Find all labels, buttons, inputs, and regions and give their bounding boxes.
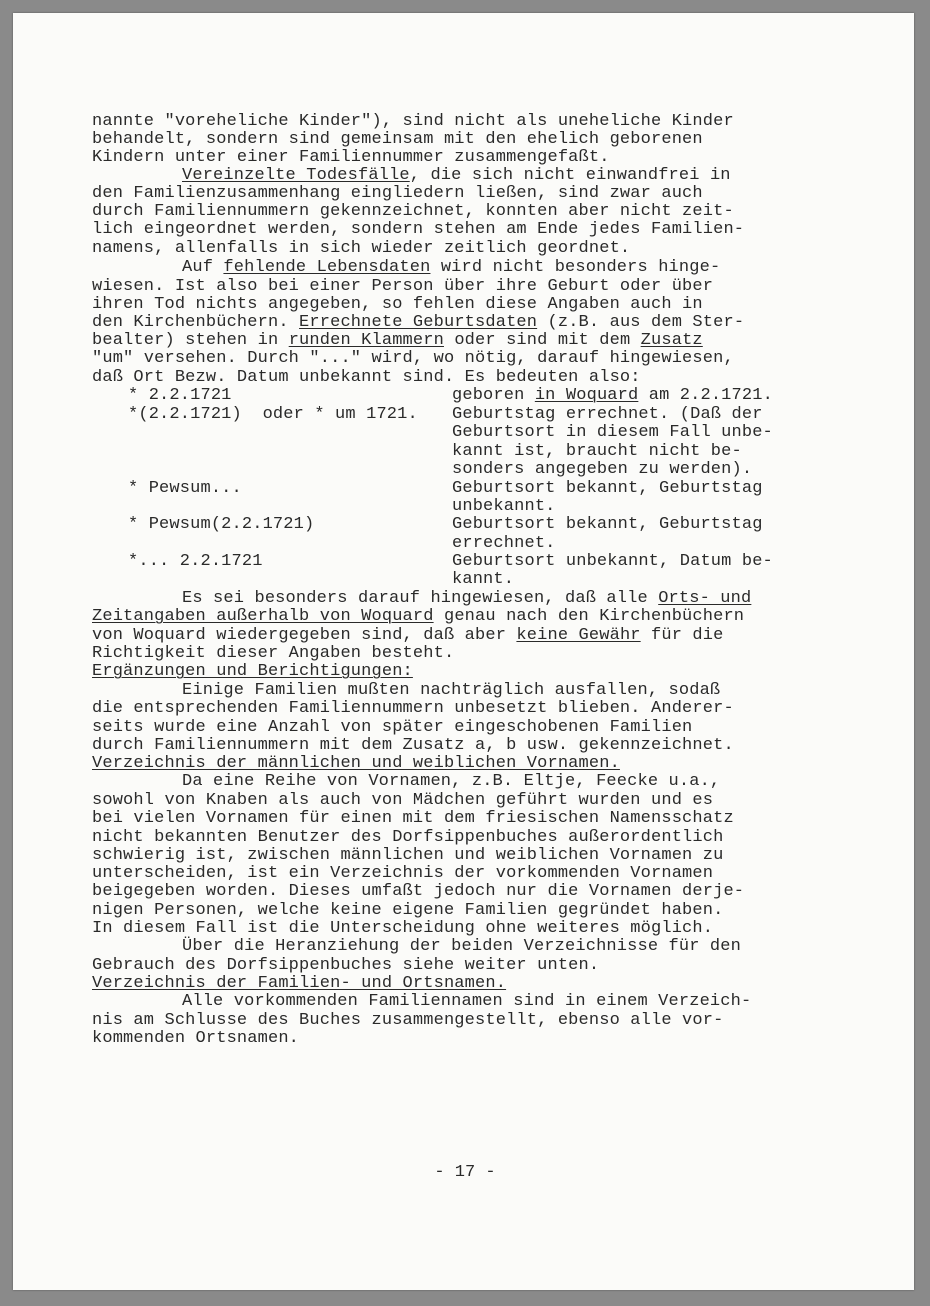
text-line <box>92 627 723 645</box>
text-line: Kindern unter einer Familiennummer zusammengefaßt. <box>92 148 610 167</box>
text-span: genau nach den Kirchenbüchern <box>433 607 745 626</box>
example-description: unbekannt. <box>452 497 556 516</box>
underlined-term: Zeitangaben außerhalb von Woquard <box>92 607 434 626</box>
text-span: geboren <box>452 386 535 405</box>
section-heading-ergaenzungen: Ergänzungen und Berichtigungen: <box>92 662 413 681</box>
example-description <box>452 387 773 405</box>
underlined-term: fehlende Lebensdaten <box>223 258 431 277</box>
text-line: namens, allenfalls in sich wieder zeitlich geordnet. <box>92 239 631 258</box>
text-line: nis am Schlusse des Buches zusammengestellt, ebenso alle vor- <box>92 1011 724 1030</box>
text-line: den Familienzusammenhang eingliedern ließen, sind zwar auch <box>92 184 703 203</box>
underlined-term: Zusatz <box>640 331 703 350</box>
text-line: die entsprechenden Familiennummern unbesetzt blieben. Anderer- <box>92 699 734 718</box>
text-line <box>92 332 703 350</box>
section-heading-familiennamen: Verzeichnis der Familien- und Ortsnamen. <box>92 974 507 993</box>
text-line: durch Familiennummern mit dem Zusatz a, b usw. gekennzeichnet. <box>92 736 734 755</box>
text-line: lich eingeordnet werden, sondern stehen am Ende jedes Familien- <box>92 220 745 239</box>
text-line: nicht bekannten Benutzer des Dorfsippenbuches außerordentlich <box>92 828 724 847</box>
example-description: errechnet. <box>452 534 556 553</box>
example-notation: * 2.2.1721 <box>128 386 232 405</box>
text-span: oder sind mit dem <box>443 331 641 350</box>
text-line: beigegeben worden. Dieses umfaßt jedoch nur die Vornamen derje- <box>92 882 745 901</box>
text-line: Richtigkeit dieser Angaben besteht. <box>92 644 455 663</box>
example-notation: * Pewsum(2.2.1721) <box>128 515 315 534</box>
underlined-term: Errechnete Geburtsdaten <box>299 313 538 332</box>
example-description: Geburtsort bekannt, Geburtstag <box>452 479 763 498</box>
underlined-term: keine Gewähr <box>516 626 641 645</box>
example-notation: *... 2.2.1721 <box>128 552 263 571</box>
text-line: nannte "voreheliche Kinder"), sind nicht als uneheliche Kinder <box>92 112 734 131</box>
text-span: (z.B. aus dem Ster- <box>537 313 745 332</box>
example-notation: * Pewsum... <box>128 479 242 498</box>
underlined-term: in Woquard <box>534 386 639 405</box>
text-span: wird nicht besonders hinge- <box>430 258 721 277</box>
text-span: , die sich nicht einwandfrei in <box>409 166 731 185</box>
example-description: Geburtsort unbekannt, Datum be- <box>452 552 773 571</box>
text-line: Alle vorkommenden Familiennamen sind in einem Verzeich- <box>182 992 752 1011</box>
text-line: ihren Tod nichts angegeben, so fehlen diese Angaben auch in <box>92 295 703 314</box>
text-span: Auf <box>182 258 224 277</box>
text-span: bealter) stehen in <box>92 331 289 350</box>
text-line <box>182 167 731 185</box>
text-line <box>92 608 744 626</box>
example-description: Geburtsort in diesem Fall unbe- <box>452 423 773 442</box>
text-line: durch Familiennummern gekennzeichnet, konnten aber nicht zeit- <box>92 202 734 221</box>
text-line: wiesen. Ist also bei einer Person über ihre Geburt oder über <box>92 277 714 296</box>
text-line: bei vielen Vornamen für einen mit dem friesischen Namensschatz <box>92 809 734 828</box>
text-span: den Kirchenbüchern. <box>92 313 300 332</box>
text-line: daß Ort Bezw. Datum unbekannt sind. Es bedeuten also: <box>92 368 641 387</box>
text-line: Einige Familien mußten nachträglich ausfallen, sodaß <box>182 681 721 700</box>
example-notation: *(2.2.1721) oder * um 1721. <box>128 405 418 424</box>
example-description: sonders angegeben zu werden). <box>452 460 753 479</box>
example-description: Geburtstag errechnet. (Daß der <box>452 405 763 424</box>
text-line: "um" versehen. Durch "..." wird, wo nötig, darauf hingewiesen, <box>92 349 734 368</box>
text-line: Da eine Reihe von Vornamen, z.B. Eltje, Feecke u.a., <box>182 772 721 791</box>
text-line: seits wurde eine Anzahl von später eingeschobenen Familien <box>92 718 693 737</box>
text-line <box>182 590 751 608</box>
text-line: In diesem Fall ist die Unterscheidung ohne weiteres möglich. <box>92 919 714 938</box>
text-span: von Woquard wiedergegeben sind, daß aber <box>92 626 517 645</box>
text-span: für die <box>640 626 724 645</box>
text-line: Über die Heranziehung der beiden Verzeichnisse für den <box>182 937 741 956</box>
section-heading-vornamen: Verzeichnis der männlichen und weiblichen Vornamen. <box>92 754 620 773</box>
text-span: am 2.2.1721. <box>638 386 773 405</box>
underlined-term: Orts- und <box>658 589 752 608</box>
example-description: kannt. <box>452 570 515 589</box>
text-line: behandelt, sondern sind gemeinsam mit den ehelich geborenen <box>92 130 703 149</box>
text-line: Gebrauch des Dorfsippenbuches siehe weiter unten. <box>92 956 600 975</box>
text-line <box>92 314 744 332</box>
underlined-term: runden Klammern <box>288 331 444 350</box>
text-span: Es sei besonders darauf hingewiesen, daß alle <box>182 589 659 608</box>
text-line: kommenden Ortsnamen. <box>92 1029 300 1048</box>
section-heading-todesfaelle: Vereinzelte Todesfälle <box>182 166 410 185</box>
text-line: schwierig ist, zwischen männlichen und weiblichen Vornamen zu <box>92 846 724 865</box>
example-description: kannt ist, braucht nicht be- <box>452 442 742 461</box>
text-line: unterscheiden, ist ein Verzeichnis der vorkommenden Vornamen <box>92 864 714 883</box>
text-line <box>182 259 720 277</box>
text-line: nigen Personen, welche keine eigene Familien gegründet haben. <box>92 901 724 920</box>
page-number: - 17 - <box>434 1163 496 1182</box>
example-description: Geburtsort bekannt, Geburtstag <box>452 515 763 534</box>
text-line: sowohl von Knaben als auch von Mädchen geführt wurden und es <box>92 791 714 810</box>
